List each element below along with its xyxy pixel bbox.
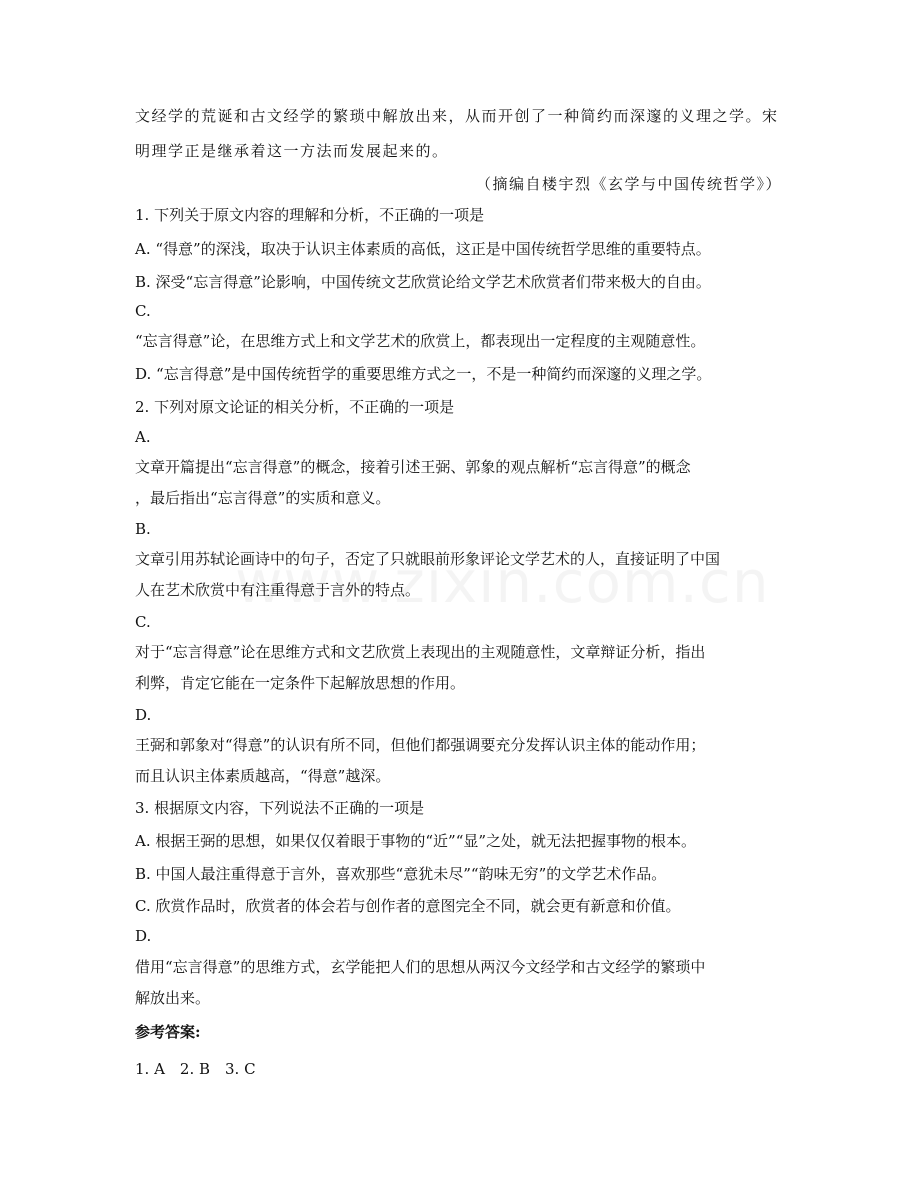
q2-option-b-label: B. xyxy=(135,520,151,538)
q2-option-c-line-2: 利弊，肯定它能在一定条件下起解放思想的作用。 xyxy=(135,674,466,692)
q2-option-a-line-1: 文章开篇提出“忘言得意”的概念，接着引述王弼、郭象的观点解析“忘言得意”的概念 xyxy=(135,458,691,476)
q2-option-d-line-2: 而且认识主体素质越高，“得意”越深。 xyxy=(135,767,391,785)
q3-option-c: C. 欣赏作品时，欣赏者的体会若与创作者的意图完全不同，就会更有新意和价值。 xyxy=(135,897,681,915)
q2-option-c-label: C. xyxy=(135,613,151,631)
q2-option-a-line-2: ，最后指出“忘言得意”的实质和意义。 xyxy=(135,489,391,507)
q2-option-a-label: A. xyxy=(135,428,151,446)
q3-option-d-line-2: 解放出来。 xyxy=(135,989,211,1007)
q2-option-b-line-1: 文章引用苏轼论画诗中的句子，否定了只就眼前形象评论文学艺术的人，直接证明了中国 xyxy=(135,550,721,568)
intro-line-1: 文经学的荒诞和古文经学的繁琐中解放出来，从而开创了一种简约而深邃的义理之学。宋 xyxy=(135,107,779,125)
source-citation: （摘编自楼宇烈《玄学与中国传统哲学》） xyxy=(475,175,782,193)
q3-option-a: A. 根据王弼的思想，如果仅仅着眼于事物的“近”“显”之处，就无法把握事物的根本。 xyxy=(135,832,697,850)
q1-option-d: D. “忘言得意”是中国传统哲学的重要思维方式之一，不是一种简约而深邃的义理之学。 xyxy=(135,365,712,383)
q1-option-b: B. 深受“忘言得意”论影响，中国传统文艺欣赏论给文学艺术欣赏者们带来极大的自由。 xyxy=(135,273,711,291)
q2-option-d-line-1: 王弼和郭象对“得意”的认识有所不同，但他们都强调要充分发挥认识主体的能动作用； xyxy=(135,736,706,754)
q3-option-d-label: D. xyxy=(135,927,152,945)
q2-stem: 2. 下列对原文论证的相关分析，不正确的一项是 xyxy=(135,398,455,416)
answers-heading: 参考答案: xyxy=(135,1023,201,1041)
intro-line-2: 明理学正是继承着这一方法而发展起来的。 xyxy=(135,142,449,160)
q2-option-b-line-2: 人在艺术欣赏中有注重得意于言外的特点。 xyxy=(135,581,421,599)
q1-option-c: “忘言得意”论，在思维方式上和文学艺术的欣赏上，都表现出一定程度的主观随意性。 xyxy=(135,332,706,350)
answers-text: 1. A 2. B 3. C xyxy=(135,1060,256,1078)
q3-option-b: B. 中国人最注重得意于言外，喜欢那些“意犹未尽”“韵味无穷”的文学艺术作品。 xyxy=(135,865,667,883)
q2-option-d-label: D. xyxy=(135,706,152,724)
q3-option-d-line-1: 借用“忘言得意”的思维方式，玄学能把人们的思想从两汉今文经学和古文经学的繁琐中 xyxy=(135,958,706,976)
q1-option-a: A. “得意”的深浅，取决于认识主体素质的高低，这正是中国传统哲学思维的重要特点。 xyxy=(135,240,711,258)
q1-option-c-label: C. xyxy=(135,302,151,320)
q1-stem: 1. 下列关于原文内容的理解和分析，不正确的一项是 xyxy=(135,206,485,224)
q3-stem: 3. 根据原文内容，下列说法不正确的一项是 xyxy=(135,799,425,817)
q2-option-c-line-1: 对于“忘言得意”论在思维方式和文艺欣赏上表现出的主观随意性，文章辩证分析，指出 xyxy=(135,643,706,661)
